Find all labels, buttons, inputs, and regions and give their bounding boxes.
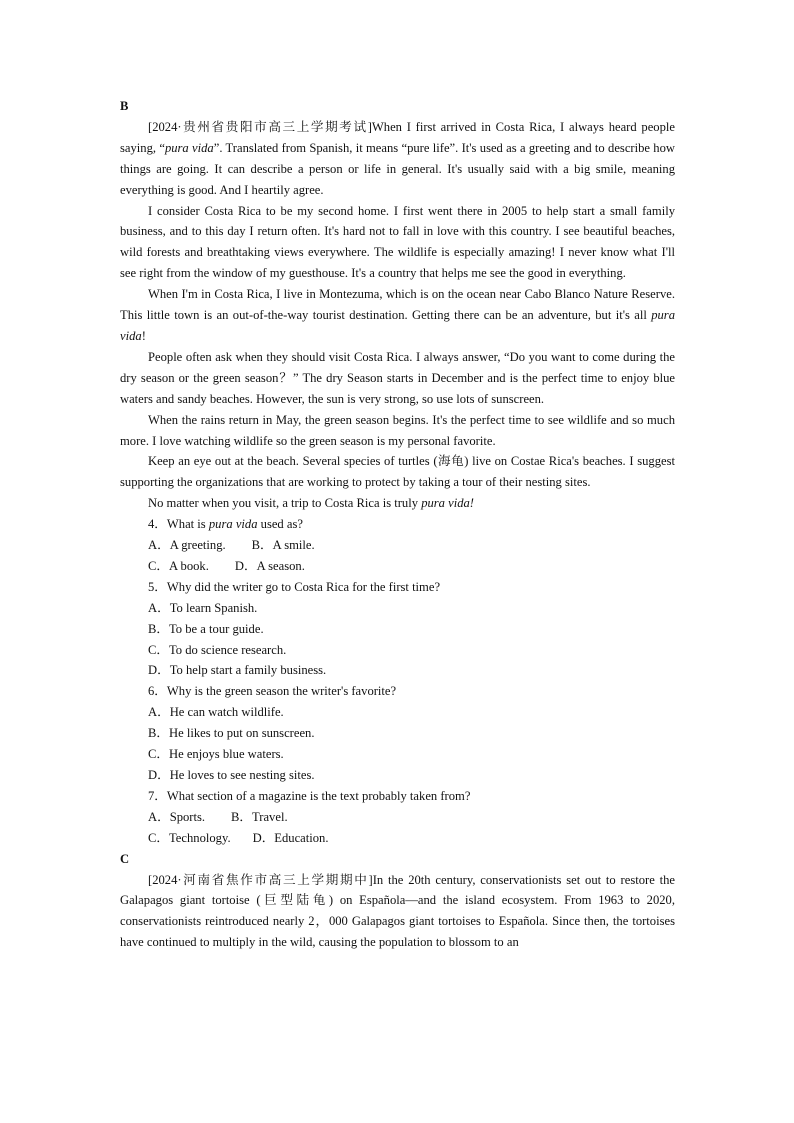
option-c: C．Technology. xyxy=(148,830,231,845)
italic-phrase: pura vida! xyxy=(421,496,475,511)
option-d: D．Education. xyxy=(252,830,329,845)
option-a: A．A greeting. xyxy=(148,538,226,553)
option-b: B．A smile. xyxy=(251,538,315,553)
option-d: D．A season. xyxy=(234,558,305,573)
option-b: B．He likes to put on sunscreen. xyxy=(148,726,315,741)
option-b: B．Travel. xyxy=(231,809,288,824)
question-4 xyxy=(120,514,675,535)
question-text: 4．What is xyxy=(148,517,209,532)
section-c-heading: C xyxy=(120,851,130,866)
section-b-paragraph-2: I consider Costa Rica to be my second home. I first went there in 2005 to help start a small family business, and to this day I return often. It's hard not to fall in love with this country. I see beautiful beaches, wild forests and breathtaking views everywhere. The wildlife is especially amazing! I never know what I'll see right from the window of my guesthouse. It's a country that helps me see the good in everything. xyxy=(120,203,675,281)
source-citation: [2024·贵州省贵阳市高三上学期考试] xyxy=(148,119,372,134)
section-b-paragraph-1 xyxy=(120,117,675,201)
question-4-options-row-2 xyxy=(120,556,675,577)
paragraph-text: When I first arrived in Costa Rica, I always heard people saying, “ xyxy=(120,119,675,155)
question-7-options-row-1 xyxy=(120,807,675,828)
option-a: A．He can watch wildlife. xyxy=(148,705,284,720)
option-c: C．He enjoys blue waters. xyxy=(148,747,284,762)
question-7: 7．What section of a magazine is the text probably taken from? xyxy=(148,788,471,803)
section-b-paragraph-7 xyxy=(120,493,675,514)
section-c-paragraph-1 xyxy=(120,870,675,954)
option-c: C．To do science research. xyxy=(148,642,287,657)
italic-phrase: pura vida xyxy=(120,308,675,343)
italic-phrase: pura vida xyxy=(164,140,214,155)
question-5: 5．Why did the writer go to Costa Rica for the first time? xyxy=(148,579,441,594)
question-text: used as? xyxy=(257,517,303,532)
paragraph-text: In the 20th century, conservationists set out to restore the Galapagos giant tortoise (巨型陆龟) on Española—and the island ecosystem. From 1963 to 2020, conservationists reintroduced nearly 2，000 Galapagos giant tortoises to Española. Since then, the tortoises have continued to multiply in the wild, causing the population to blossom to an xyxy=(120,872,675,950)
italic-phrase: pura vida xyxy=(208,517,258,532)
document-page xyxy=(120,96,675,953)
section-b-paragraph-3 xyxy=(120,284,675,347)
option-a: A．Sports. xyxy=(148,809,206,824)
source-citation: [2024·河南省焦作市高三上学期期中] xyxy=(148,872,373,887)
section-b-paragraph-5: When the rains return in May, the green season begins. It's the perfect time to see wildlife and so much more. I love watching wildlife so the green season is my personal favorite. xyxy=(120,412,675,448)
option-b: B．To be a tour guide. xyxy=(148,621,264,636)
paragraph-text: ”. Translated from Spanish, it means “pure life”. It's used as a greeting and to describe how things are going. It can describe a person or life in general. It's usually said with a big smile, meaning everything is good. And I heartily agree. xyxy=(120,140,675,197)
section-b-paragraph-4: People often ask when they should visit Costa Rica. I always answer, “Do you want to come during the dry season or the green season？” The dry Season starts in December and is the perfect time to enjoy blue waters and sandy beaches. However, the sun is very strong, so use lots of sunscreen. xyxy=(120,349,675,406)
question-7-options-row-2 xyxy=(120,828,675,849)
question-6: 6．Why is the green season the writer's favorite? xyxy=(148,684,397,699)
question-4-options-row-1 xyxy=(120,535,675,556)
option-c: C．A book. xyxy=(148,558,209,573)
option-d: D．He loves to see nesting sites. xyxy=(148,768,315,782)
section-b-heading: B xyxy=(120,99,129,113)
section-b-paragraph-6: Keep an eye out at the beach. Several species of turtles (海龟) live on Costae Rica's beaches. I suggest supporting the organizations that are working to protect by taking a tour of their nesting sites. xyxy=(120,454,675,490)
option-d: D．To help start a family business. xyxy=(148,663,327,678)
paragraph-text: When I'm in Costa Rica, I live in Montezuma, which is on the ocean near Cabo Blanco Nature Reserve. This little town is an out-of-the-way tourist destination. Getting there can be an adventure, but it's all xyxy=(120,287,675,323)
paragraph-text: No matter when you visit, a trip to Costa Rica is truly xyxy=(148,496,422,511)
option-a: A．To learn Spanish. xyxy=(148,600,258,615)
paragraph-text: ! xyxy=(141,328,146,343)
